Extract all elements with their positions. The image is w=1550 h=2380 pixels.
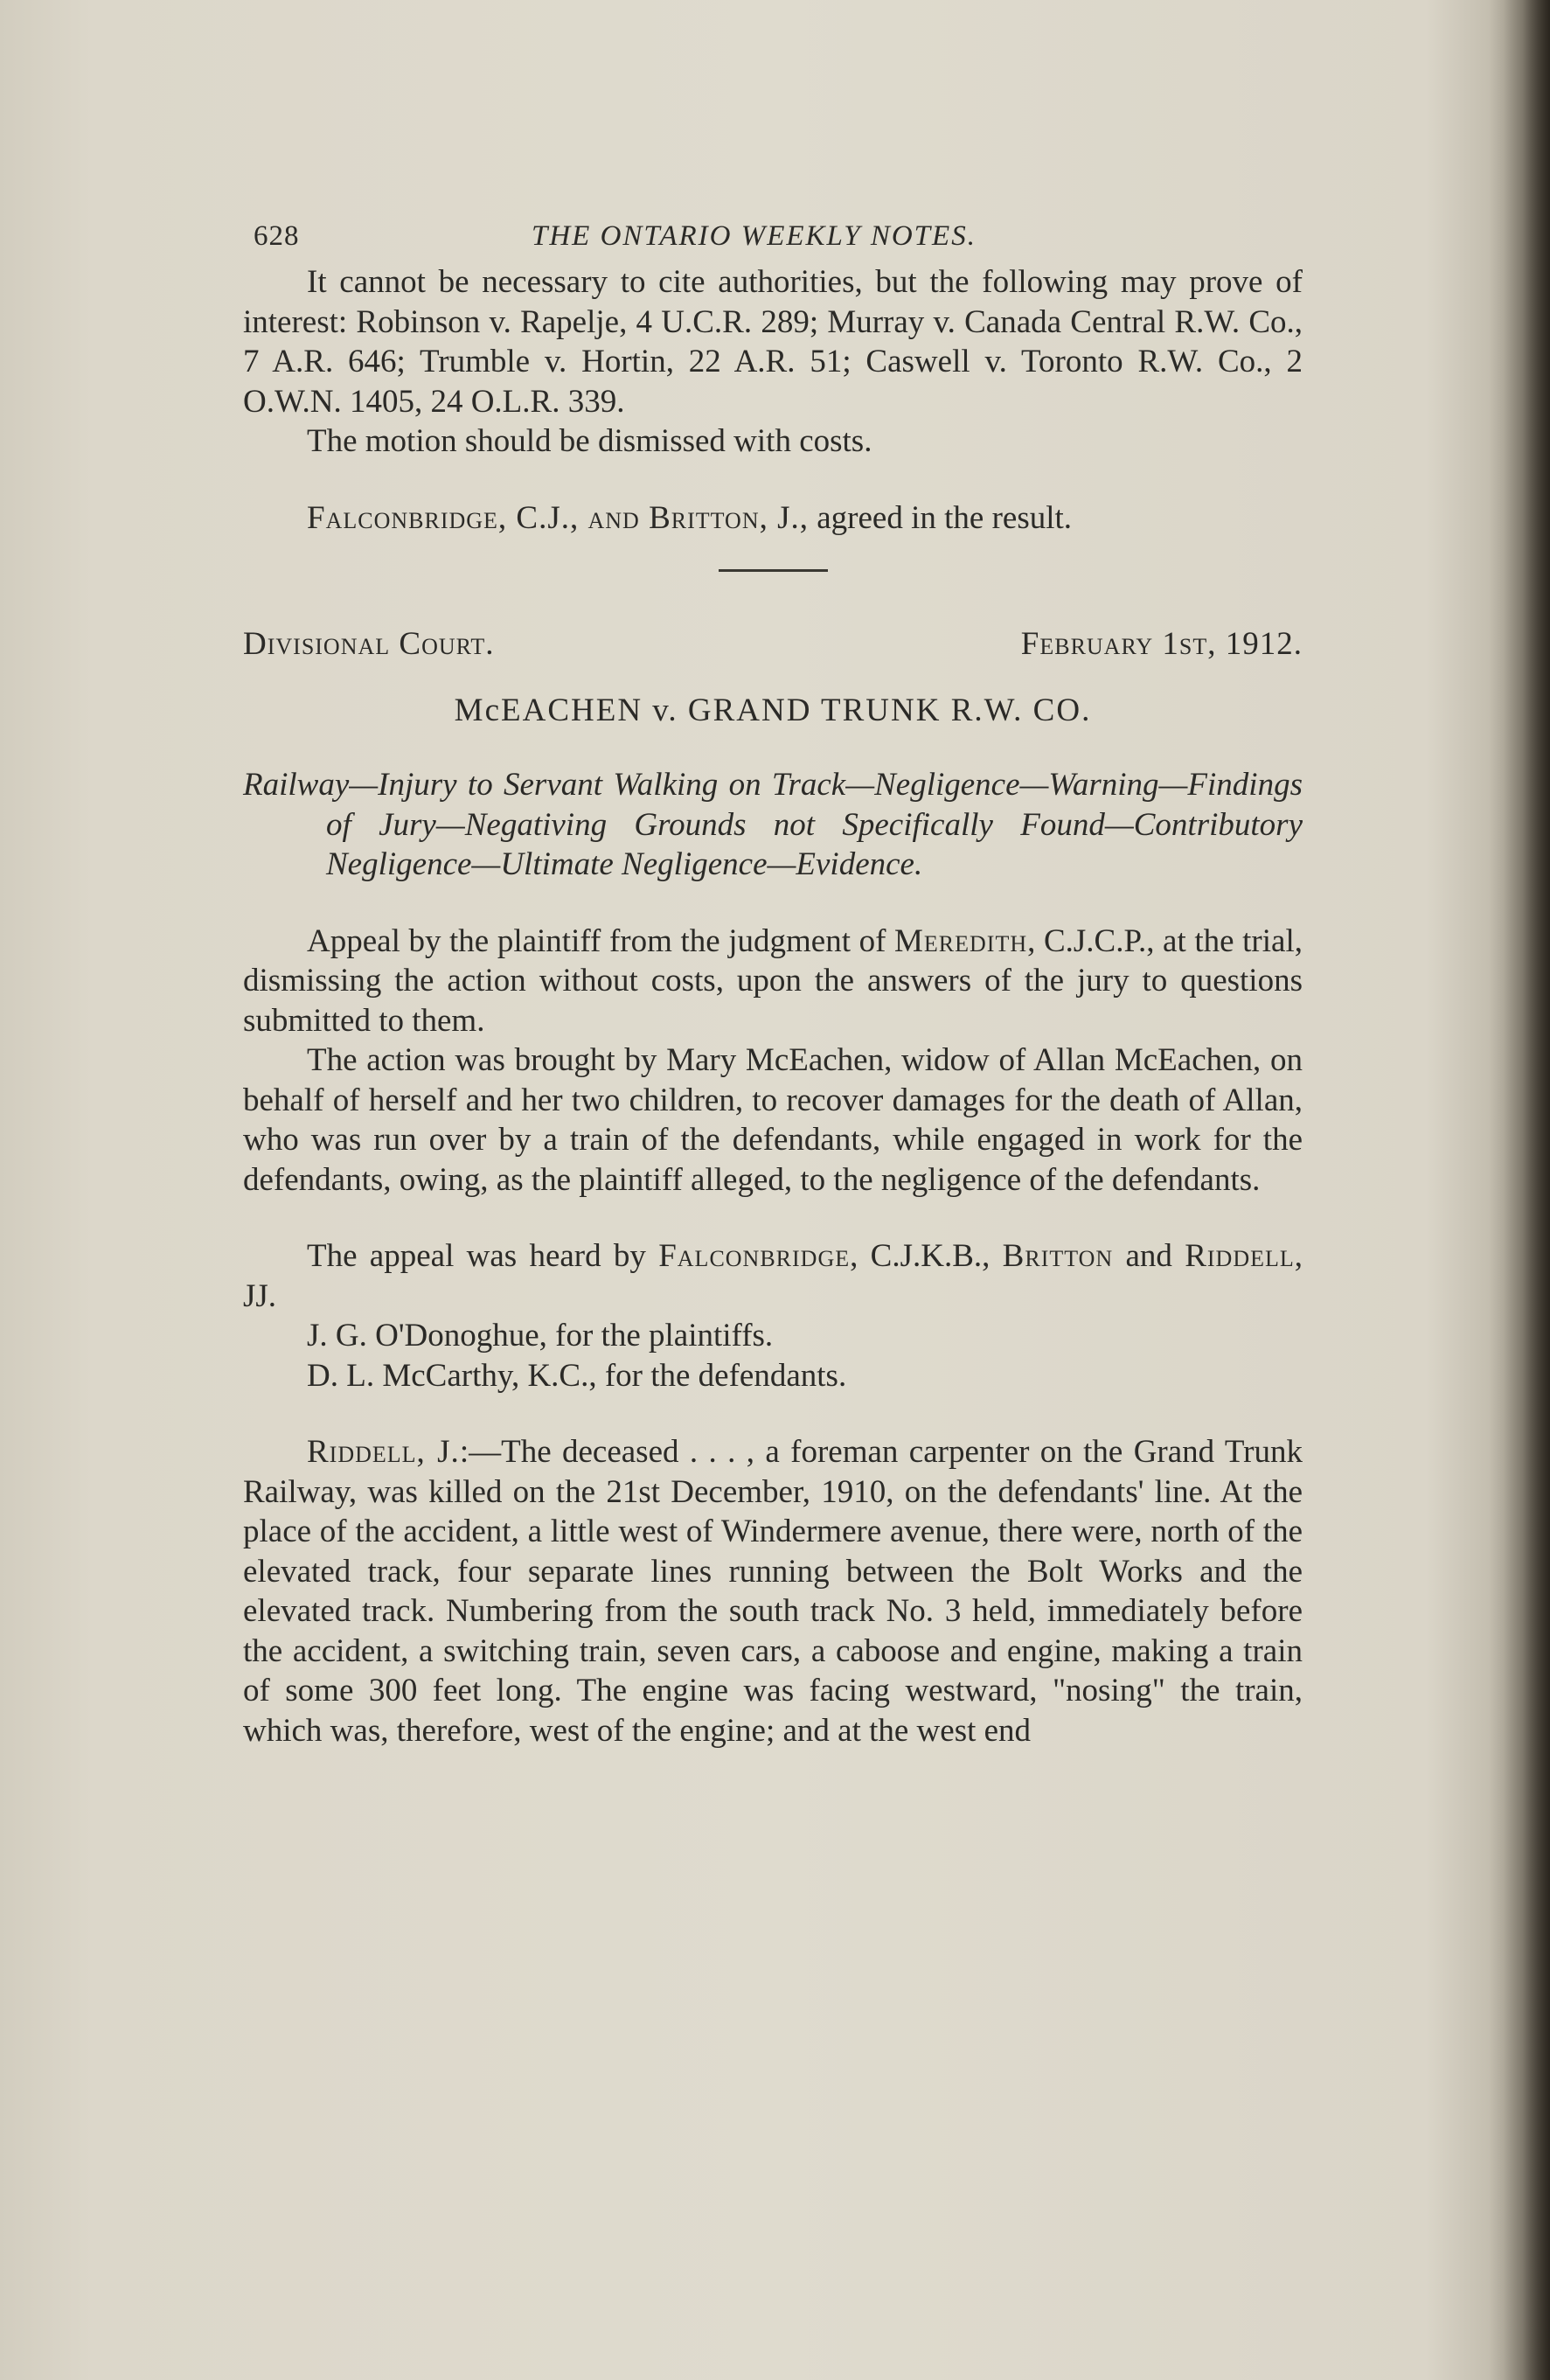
bench-judge-1: Falconbridge xyxy=(658,1238,851,1274)
trial-judge: Meredith xyxy=(894,922,1028,959)
running-title: THE ONTARIO WEEKLY NOTES. xyxy=(532,220,977,252)
court-date-line xyxy=(243,624,1303,665)
hearing-paragraph: The appeal was heard by Falconbridge, C.J.K.B., Britton and Riddell, JJ. xyxy=(243,1238,1303,1314)
judgment-judge: Riddell, J. xyxy=(307,1434,460,1470)
page-content xyxy=(243,210,1303,1750)
bench-judge-2: Britton xyxy=(1002,1238,1114,1274)
court-name: Divisional Court. xyxy=(243,626,495,662)
counsel-defendant: D. L. McCarthy, K.C., for the defendants. xyxy=(307,1357,847,1394)
authorities-paragraph: It cannot be necessary to cite authorities, but the following may prove of interest: Robinson v. Rapelje, 4 U.C.R. 289; Murray v. Canada Central R.W. Co., 7 A.R. 646; Trumble v. Hortin, 22 A.R. 51; Caswell v. Toronto R.W. Co., 2 O.W.N. 1405, 24 O.L.R. 339. xyxy=(243,264,1303,420)
concurrence-text: agreed in the result. xyxy=(809,499,1073,536)
disposition-paragraph: The motion should be dismissed with costs. xyxy=(307,423,872,459)
section-divider xyxy=(719,569,828,572)
headnote-text: Railway—Injury to Servant Walking on Track—Negligence—Warning—Findings of Jury—Negativing Grounds not Specifically Found—Contributory Negligence—Ultimate Negligence—Evidence. xyxy=(243,767,1303,882)
concurrence-paragraph xyxy=(243,498,1303,539)
headnote xyxy=(243,765,1303,885)
binding-shadow xyxy=(1489,0,1550,2380)
case-title: McEACHEN v. GRAND TRUNK R.W. CO. xyxy=(454,692,1092,728)
judgment-paragraph xyxy=(243,1432,1303,1750)
decision-date: February 1st, 1912. xyxy=(1020,626,1303,662)
page-number: 628 xyxy=(254,220,300,252)
concurring-judges: Falconbridge, C.J., and Britton, J., xyxy=(307,499,809,536)
running-header xyxy=(243,210,1303,262)
appeal-paragraph: Appeal by the plaintiff from the judgment of Meredith, C.J.C.P., at the trial, dismissing the action without costs, upon the answers of the jury to questions submitted to them. xyxy=(243,922,1303,1039)
judgment-text: :—The deceased . . . , a foreman carpenter on the Grand Trunk Railway, was killed on the 21st December, 1910, on the defendants' line. At the place of the accident, a little west of Windermere avenue, there were, north of the elevated track, four separate lines running between the Bolt Works and the elevated track. Numbering from the south track No. 3 held, immediately before the accident, a switching train, seven cars, a caboose and engine, making a train of some 300 feet long. The engine was facing westward, "nosing" the train, which was, therefore, west of the engine; and at the west end xyxy=(243,1434,1303,1749)
counsel-plaintiff: J. G. O'Donoghue, for the plaintiffs. xyxy=(307,1318,774,1354)
action-paragraph: The action was brought by Mary McEachen, widow of Allan McEachen, on behalf of herself and her two children, to recover damages for the death of Allan, who was run over by a train of the defendants, while engaged in work for the defendants, owing, as the plaintiff alleged, to the negligence of the defendants. xyxy=(243,1042,1303,1198)
bench-judge-3: Riddell xyxy=(1185,1238,1295,1274)
